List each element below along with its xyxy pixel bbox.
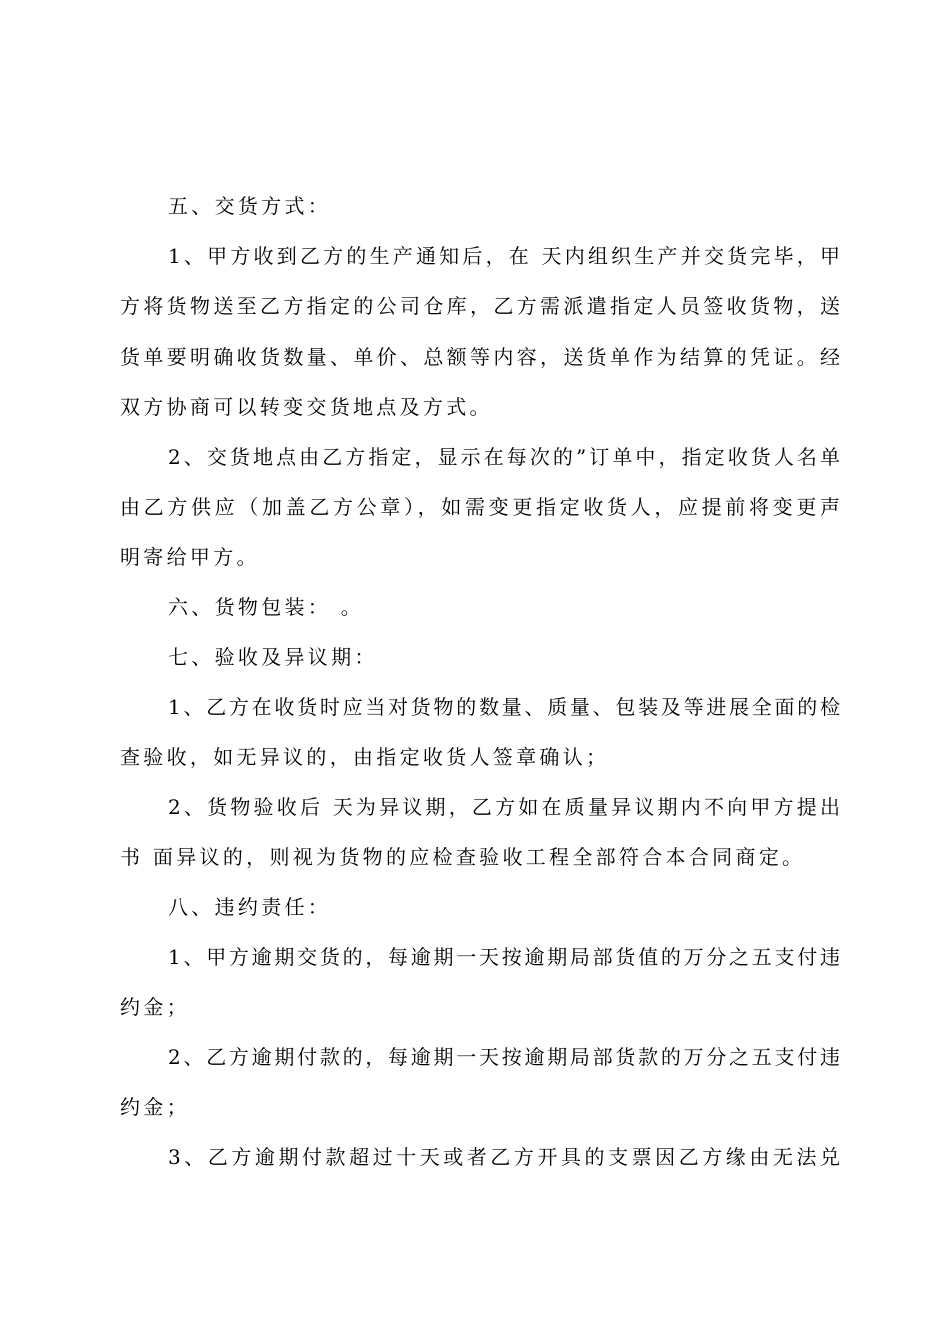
paragraph-line: 1、甲方收到乙方的生产通知后，在 天内组织生产并交货完毕，甲 [168, 244, 840, 268]
paragraph-line: 方将货物送至乙方指定的公司仓库，乙方需派遣指定人员签收货物，送 [120, 294, 840, 318]
paragraph-line: 查验收，如无异议的，由指定收货人签章确认； [120, 745, 610, 769]
paragraph-line: 由乙方供应（加盖乙方公章），如需变更指定收货人，应提前将变更声 [120, 495, 840, 519]
section-heading-packaging: 六、货物包装： 。 [168, 595, 365, 619]
paragraph-line: 双方协商可以转变交货地点及方式。 [120, 395, 493, 419]
paragraph-line: 2、乙方逾期付款的，每逾期一天按逾期局部货款的万分之五支付违 [168, 1045, 840, 1069]
paragraph-line: 1、乙方在收货时应当对货物的数量、质量、包装及等进展全面的检 [168, 695, 840, 719]
paragraph-line: 书 面异议的，则视为货物的应检查验收工程全部符合本合同商定。 [120, 845, 806, 869]
paragraph-line: 约金； [120, 995, 190, 1019]
paragraph-line: 2、交货地点由乙方指定，显示在每次的”订单中，指定收货人名单 [168, 445, 840, 469]
paragraph-line: 2、货物验收后 天为异议期，乙方如在质量异议期内不向甲方提出 [168, 795, 840, 819]
section-heading-liability: 八、违约责任： [168, 895, 332, 919]
section-heading-delivery: 五、交货方式： [168, 194, 332, 218]
paragraph-line: 货单要明确收货数量、单价、总额等内容，送货单作为结算的凭证。经 [120, 345, 840, 369]
paragraph-line: 约金； [120, 1095, 190, 1119]
paragraph-line: 1、甲方逾期交货的，每逾期一天按逾期局部货值的万分之五支付违 [168, 945, 840, 969]
section-heading-inspection: 七、验收及异议期： [168, 645, 378, 669]
paragraph-line: 3、乙方逾期付款超过十天或者乙方开具的支票因乙方缘由无法兑 [168, 1145, 840, 1169]
paragraph-line: 明寄给甲方。 [120, 545, 260, 569]
